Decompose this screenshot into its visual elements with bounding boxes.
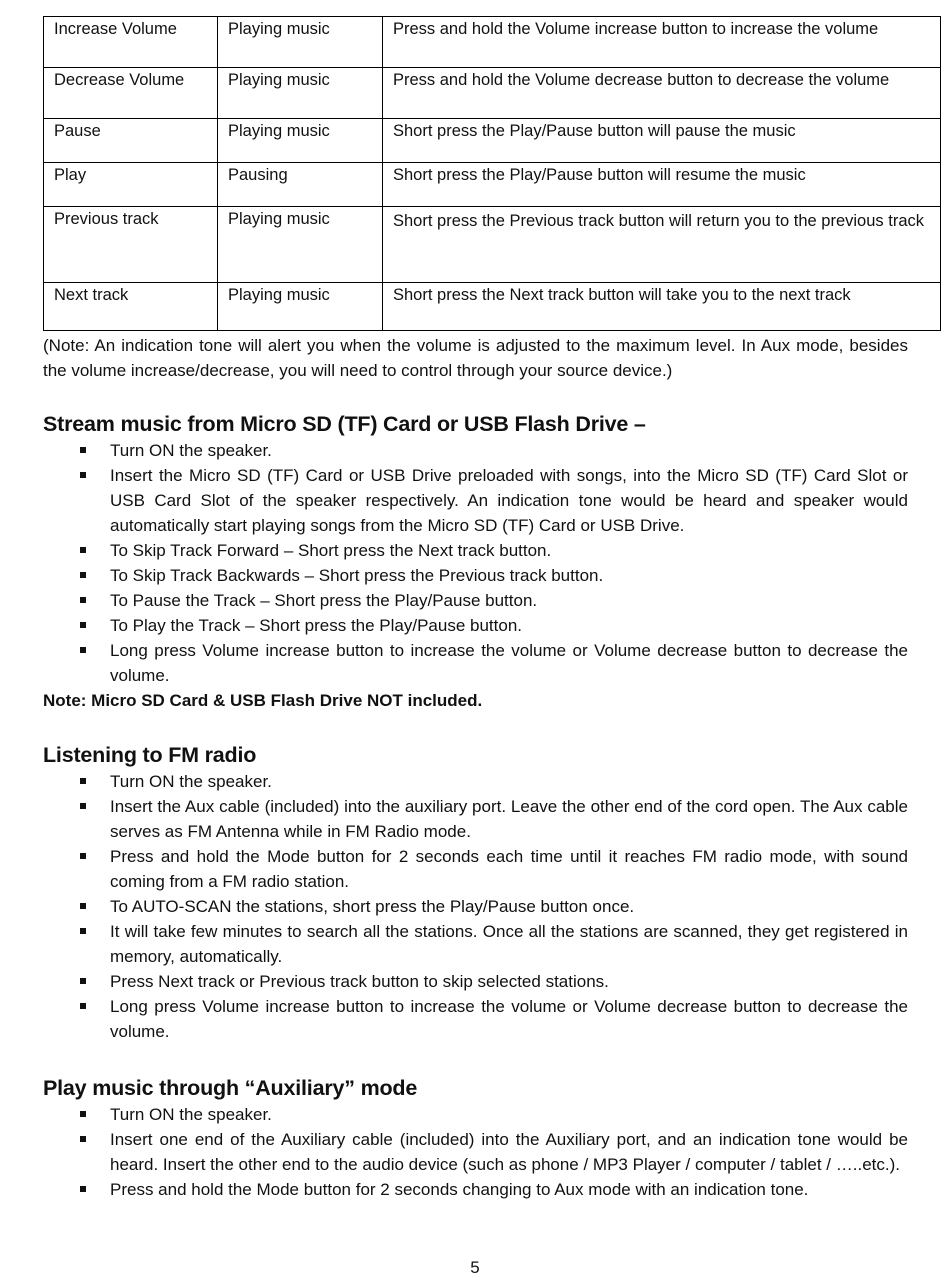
table-row bbox=[44, 283, 941, 331]
square-bullet-icon bbox=[80, 803, 86, 809]
table-row bbox=[44, 68, 941, 119]
list-item: Turn ON the speaker. bbox=[43, 769, 908, 794]
table-row bbox=[44, 17, 941, 68]
operation-cell: Short press the Next track button will take you to the next track bbox=[383, 283, 941, 331]
list-item: To Pause the Track – Short press the Play/Pause button. bbox=[43, 588, 908, 613]
table-row bbox=[44, 163, 941, 207]
square-bullet-icon bbox=[80, 1186, 86, 1192]
function-cell: Increase Volume bbox=[44, 17, 218, 68]
list-item: Turn ON the speaker. bbox=[43, 438, 908, 463]
square-bullet-icon bbox=[80, 928, 86, 934]
square-bullet-icon bbox=[80, 903, 86, 909]
manual-page bbox=[43, 16, 941, 1202]
list-item: Insert the Aux cable (included) into the auxiliary port. Leave the other end of the cord open. The Aux cable serves as FM Antenna while in FM Radio mode. bbox=[43, 794, 908, 844]
list-item: Press Next track or Previous track button to skip selected stations. bbox=[43, 969, 908, 994]
table-row bbox=[44, 207, 941, 283]
aux-steps-list bbox=[43, 1102, 908, 1202]
square-bullet-icon bbox=[80, 572, 86, 578]
function-cell: Play bbox=[44, 163, 218, 207]
square-bullet-icon bbox=[80, 1003, 86, 1009]
mode-cell: Playing music bbox=[218, 17, 383, 68]
square-bullet-icon bbox=[80, 853, 86, 859]
list-item: Long press Volume increase button to increase the volume or Volume decrease button to decrease the volume. bbox=[43, 638, 908, 688]
list-item: Long press Volume increase button to increase the volume or Volume decrease button to decrease the volume. bbox=[43, 994, 908, 1044]
square-bullet-icon bbox=[80, 597, 86, 603]
square-bullet-icon bbox=[80, 778, 86, 784]
list-item: Turn ON the speaker. bbox=[43, 1102, 908, 1127]
operation-cell: Short press the Previous track button will return you to the previous track bbox=[383, 207, 941, 283]
operation-cell: Press and hold the Volume decrease button to decrease the volume bbox=[383, 68, 941, 119]
square-bullet-icon bbox=[80, 447, 86, 453]
list-item: To AUTO-SCAN the stations, short press the Play/Pause button once. bbox=[43, 894, 908, 919]
section-heading-stream: Stream music from Micro SD (TF) Card or USB Flash Drive – bbox=[43, 412, 646, 436]
operation-cell: Press and hold the Volume increase button to increase the volume bbox=[383, 17, 941, 68]
square-bullet-icon bbox=[80, 1136, 86, 1142]
square-bullet-icon bbox=[80, 547, 86, 553]
mode-cell: Playing music bbox=[218, 119, 383, 163]
square-bullet-icon bbox=[80, 472, 86, 478]
list-item: To Play the Track – Short press the Play/Pause button. bbox=[43, 613, 908, 638]
operation-cell: Short press the Play/Pause button will resume the music bbox=[383, 163, 941, 207]
list-item: Press and hold the Mode button for 2 seconds each time until it reaches FM radio mode, with sound coming from a FM radio station. bbox=[43, 844, 908, 894]
operation-cell: Short press the Play/Pause button will pause the music bbox=[383, 119, 941, 163]
table-note: (Note: An indication tone will alert you when the volume is adjusted to the maximum level. In Aux mode, besides the volume increase/decrease, you will need to control through your source device.) bbox=[43, 336, 908, 380]
stream-steps-list bbox=[43, 438, 908, 688]
fm-steps-list bbox=[43, 769, 908, 1044]
square-bullet-icon bbox=[80, 647, 86, 653]
controls-table bbox=[43, 16, 941, 331]
function-cell: Pause bbox=[44, 119, 218, 163]
function-cell: Next track bbox=[44, 283, 218, 331]
square-bullet-icon bbox=[80, 1111, 86, 1117]
table-row bbox=[44, 119, 941, 163]
mode-cell: Playing music bbox=[218, 207, 383, 283]
function-cell: Previous track bbox=[44, 207, 218, 283]
list-item: Insert one end of the Auxiliary cable (included) into the Auxiliary port, and an indication tone would be heard. Insert the other end to the audio device (such as phone / MP3 Player / computer / tablet / …..etc.). bbox=[43, 1127, 908, 1177]
list-item: It will take few minutes to search all the stations. Once all the stations are scanned, they get registered in memory, automatically. bbox=[43, 919, 908, 969]
list-item: Press and hold the Mode button for 2 seconds changing to Aux mode with an indication tone. bbox=[43, 1177, 908, 1202]
square-bullet-icon bbox=[80, 622, 86, 628]
mode-cell: Playing music bbox=[218, 283, 383, 331]
page-number: 5 bbox=[470, 1258, 480, 1277]
list-item: Insert the Micro SD (TF) Card or USB Drive preloaded with songs, into the Micro SD (TF) Card Slot or USB Card Slot of the speaker respectively. An indication tone would be heard and speaker would automatically start playing songs from the Micro SD (TF) Card or USB Drive. bbox=[43, 463, 908, 538]
section-heading-aux: Play music through “Auxiliary” mode bbox=[43, 1076, 418, 1100]
mode-cell: Pausing bbox=[218, 163, 383, 207]
mode-cell: Playing music bbox=[218, 68, 383, 119]
square-bullet-icon bbox=[80, 978, 86, 984]
function-cell: Decrease Volume bbox=[44, 68, 218, 119]
section-heading-fm: Listening to FM radio bbox=[43, 743, 257, 767]
list-item: To Skip Track Forward – Short press the Next track button. bbox=[43, 538, 908, 563]
included-note: Note: Micro SD Card & USB Flash Drive NOT included. bbox=[43, 691, 483, 710]
list-item: To Skip Track Backwards – Short press the Previous track button. bbox=[43, 563, 908, 588]
